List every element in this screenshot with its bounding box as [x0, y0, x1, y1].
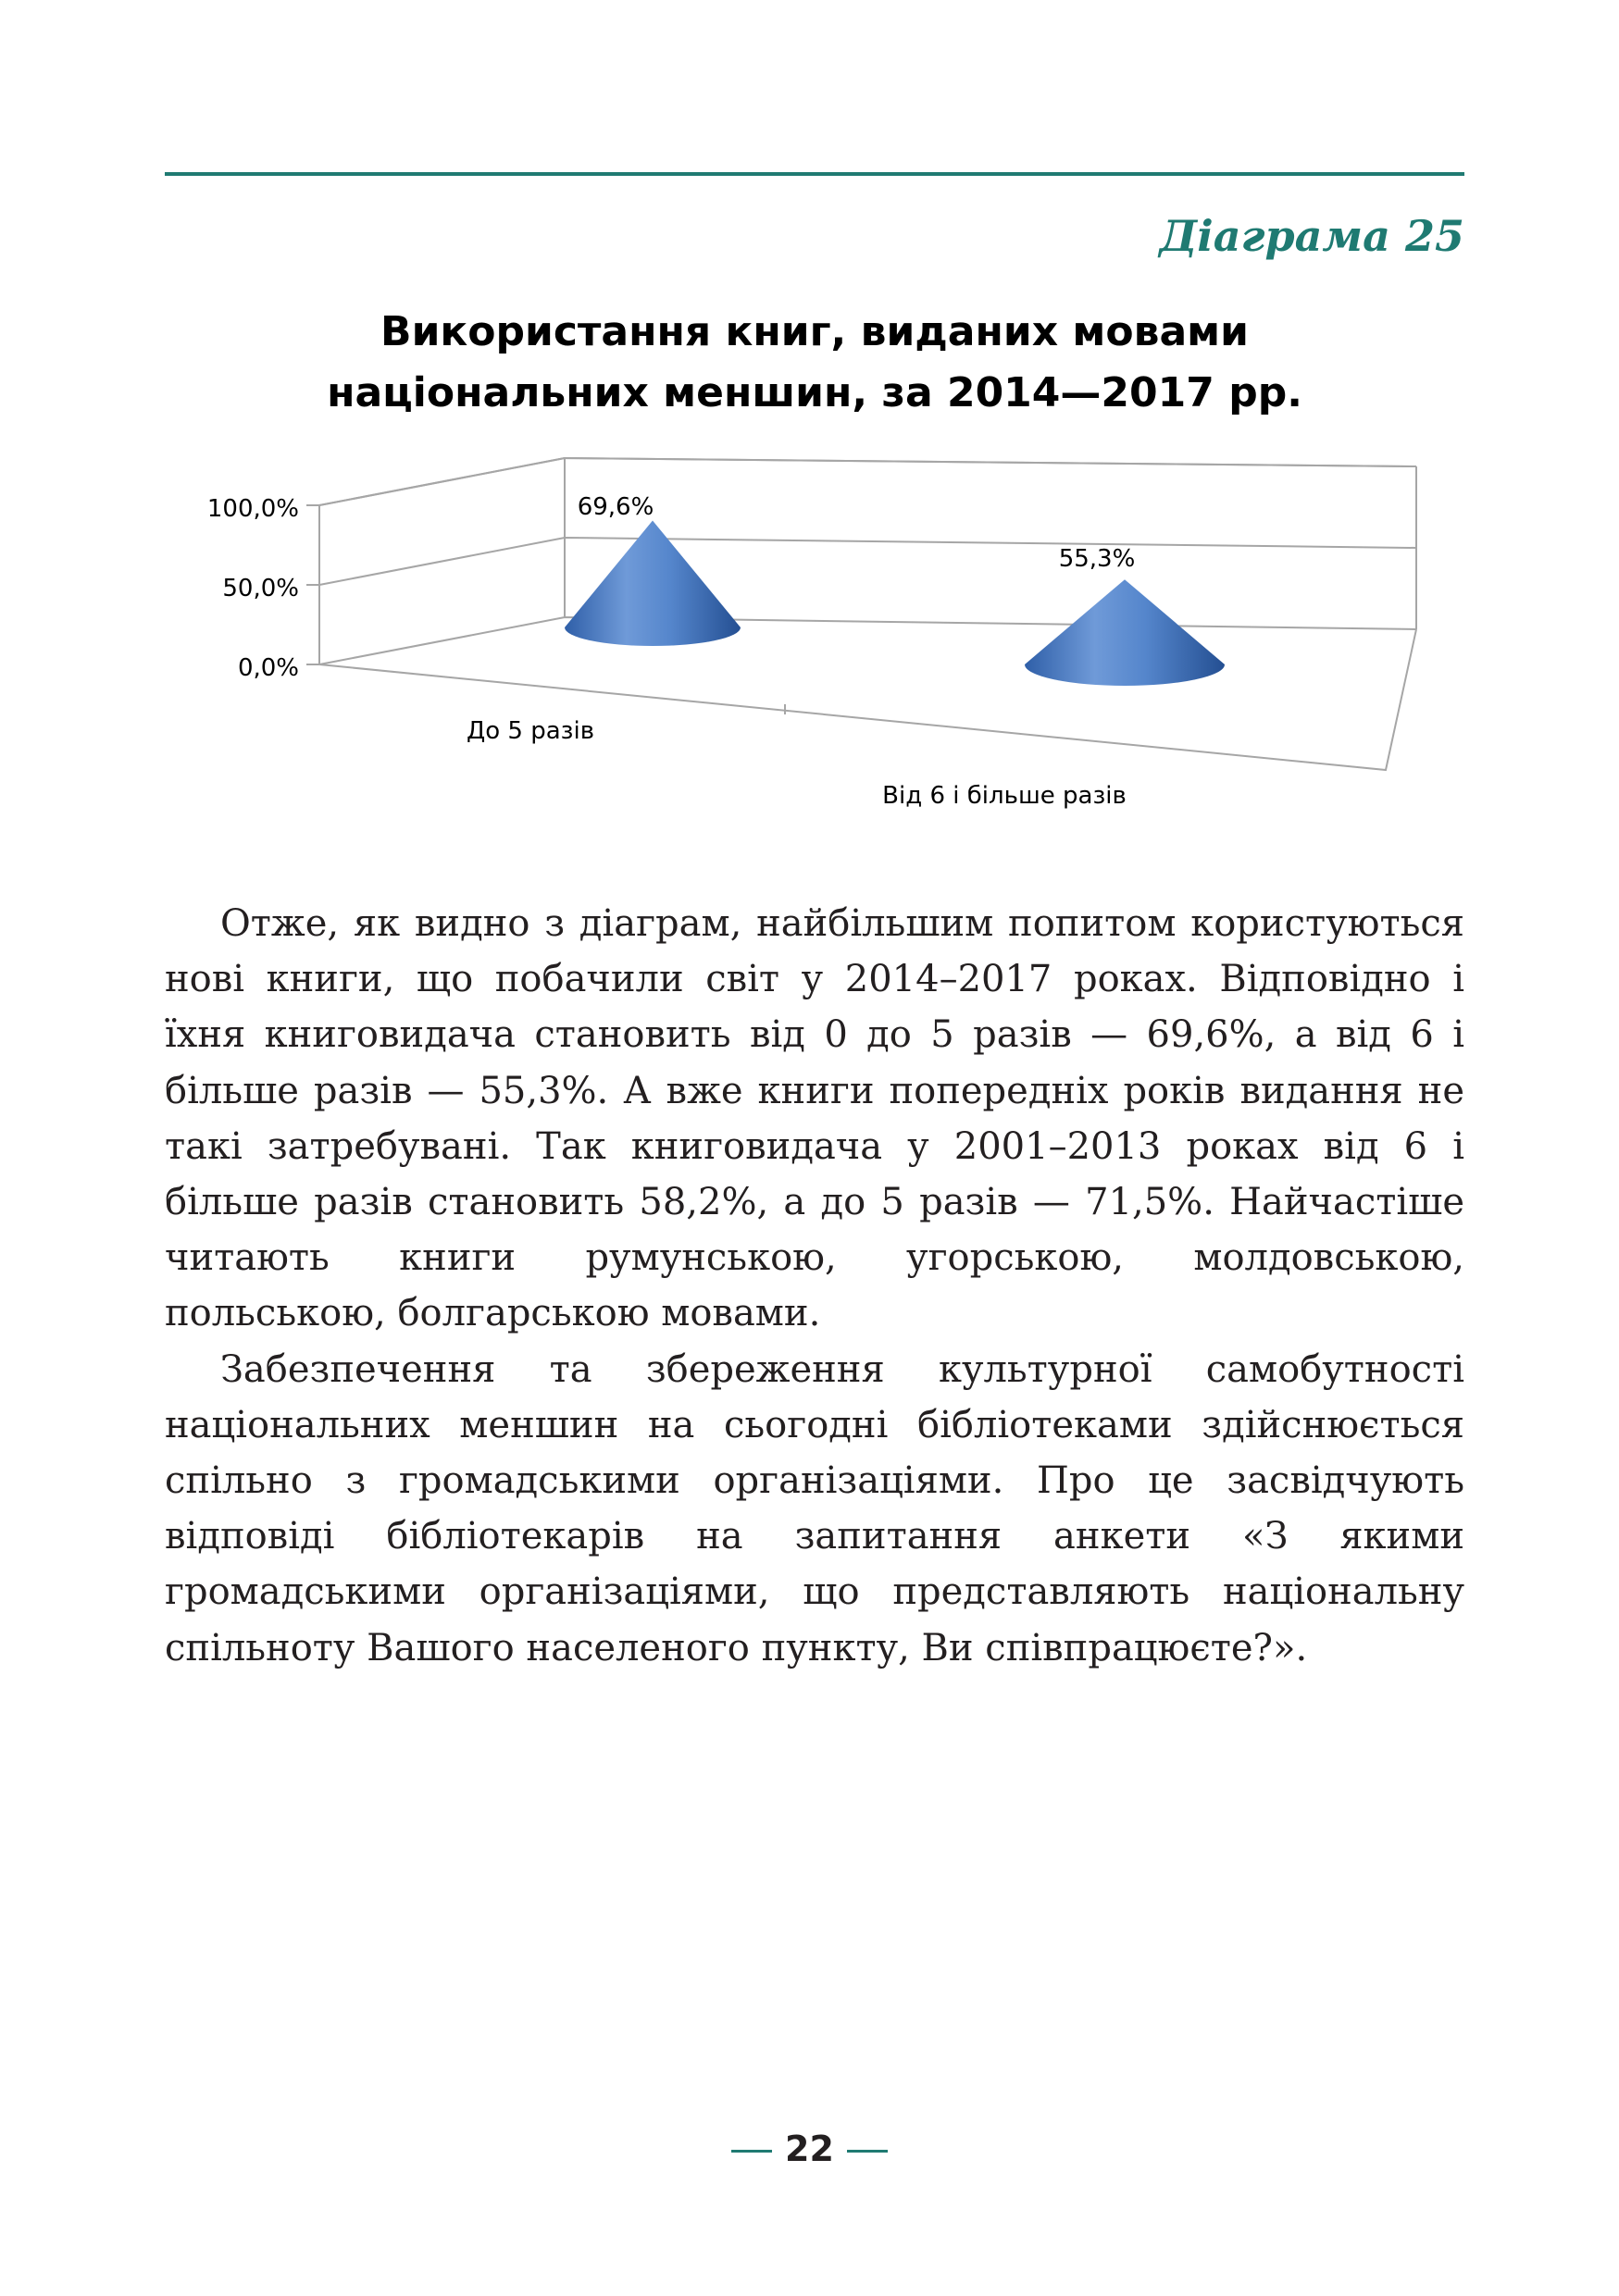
gridline: [319, 458, 1416, 505]
page-number-dash-left: [731, 2150, 772, 2153]
y-tick-label: 100,0%: [206, 495, 299, 523]
cone-body: [1025, 579, 1225, 686]
chart-title-line-2: національних меншин, за 2014—2017 рр.: [327, 369, 1302, 416]
y-tick-label: 0,0%: [237, 654, 299, 682]
gridline: [319, 617, 1416, 664]
cone-bar: [1025, 579, 1225, 686]
data-label: 69,6%: [577, 493, 654, 521]
data-label: 55,3%: [1058, 545, 1136, 573]
category-label: Від 6 і більше разів: [882, 782, 1127, 810]
page-number-dash-right: [847, 2150, 888, 2153]
floor-front-edge: [319, 629, 1416, 770]
cone-chart: [0, 0, 1619, 870]
diagram-label: Діаграма 25: [1159, 211, 1464, 261]
gridline: [319, 538, 1416, 585]
page-number-value: 22: [785, 2128, 834, 2169]
page-number: [0, 2128, 1619, 2169]
y-tick-label: 50,0%: [222, 575, 299, 602]
body-paragraph-1: Отже, як видно з діаграм, найбільшим попитом користуються нові книги, що побачили світ у 2014–2017 роках. Відповідно і їхня книговидача становить від 0 до 5 разів — 69,6%, а від 6 і більше разів — 55,3%. А вже книги попередніх років видання не такі затребувані. Так книговидача у 2001–2013 роках від 6 і більше разів становить 58,2%, а до 5 разів — 71,5%. Найчастіше читають книги румунською, угорською, молдовською, польською, болгарською мовами.: [165, 902, 1464, 1335]
body-paragraph-2: Забезпечення та збереження культурної самобутності національних меншин на сьогодні бібліотеками здійснюється спільно з громадськими організаціями. Про це засвідчують відповіді бібліотекарів на запитання анкети «З якими громадськими організаціями, що представляють національну спільноту Вашого населеного пункту, Ви співпрацюєте?».: [165, 1347, 1464, 1669]
body-text: [165, 896, 1464, 1676]
category-label: До 5 разів: [466, 717, 595, 745]
chart-title-line-1: Використання книг, виданих мовами: [380, 308, 1249, 355]
